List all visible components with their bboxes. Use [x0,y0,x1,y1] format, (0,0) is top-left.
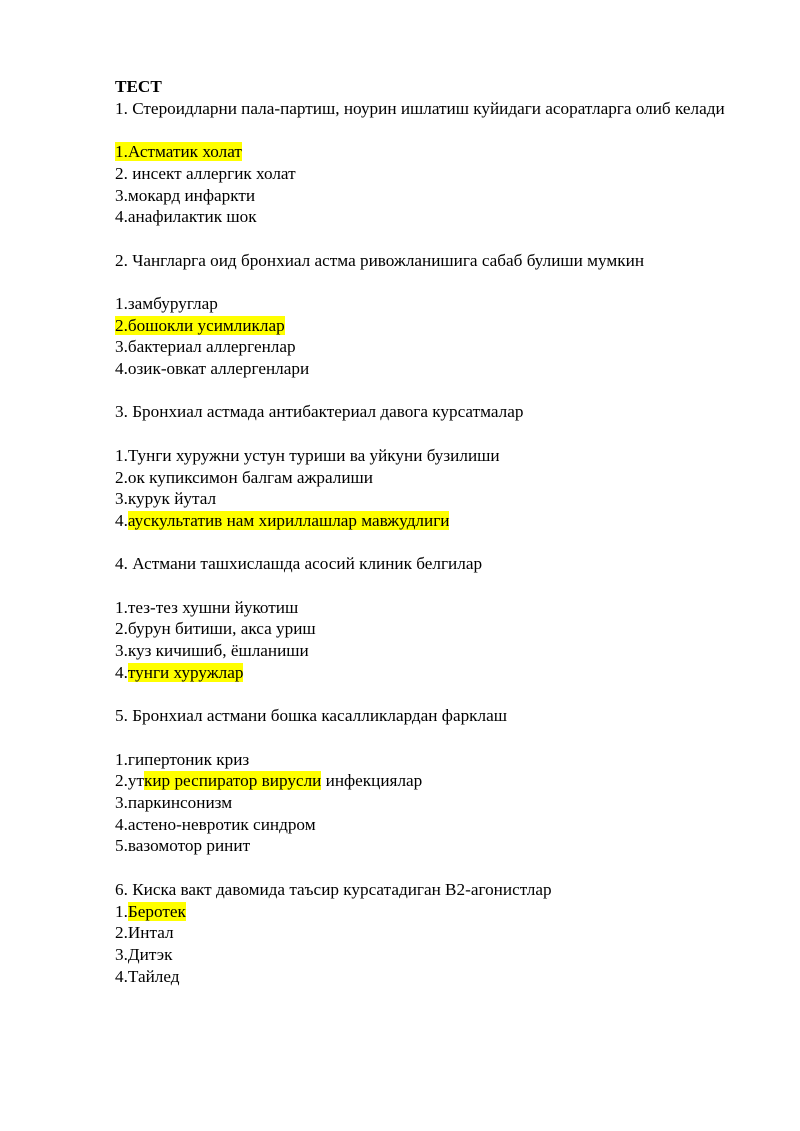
option-text: 3.Дитэк [115,944,173,964]
option-item [115,206,755,228]
option-text: 4.озик-овкат аллергенлари [115,359,310,379]
option-item [115,662,755,684]
spacer [115,532,755,554]
question-2 [115,250,755,380]
option-text: 4.анафилактик шок [115,207,257,227]
question-text: 1. Стероидларни пала-партиш, ноурин ишлатиш куйидаги асоратларга олиб келади [115,98,725,118]
option-item [115,901,755,923]
question-3 [115,401,755,531]
highlighted-answer: кир респиратор вирусли [144,771,322,791]
question-6 [115,879,755,988]
option-text: 2.ут [115,771,144,791]
highlighted-answer: 1.Астматик холат [115,142,242,162]
spacer [115,423,755,445]
option-list [115,141,755,228]
option-item [115,835,755,857]
option-list [115,749,755,858]
option-item [115,163,755,185]
option-list [115,293,755,380]
option-item [115,510,755,532]
spacer [115,271,755,293]
option-text: 4. [115,662,128,682]
option-item [115,315,755,337]
option-item [115,792,755,814]
option-text: 4. [115,510,128,530]
question-5 [115,705,755,857]
option-item [115,770,755,792]
option-text: 1. [115,901,128,921]
option-item [115,185,755,207]
option-text: 1.гипертоник криз [115,749,250,769]
option-item [115,445,755,467]
option-text: 3.паркинсонизм [115,793,233,813]
highlighted-answer: Беротек [127,901,186,921]
option-text: 1.замбуруглар [115,293,218,313]
spacer [115,684,755,706]
option-text: 1.Тунги хуружни устун туриши ва уйкуни бузилиши [115,445,500,465]
option-item [115,597,755,619]
option-item [115,640,755,662]
option-text: 4.Тайлед [115,966,180,986]
option-item [115,336,755,358]
option-text: 5.вазомотор ринит [115,836,251,856]
question-text: 4. Астмани ташхислашда асосий клиник белгилар [115,554,483,574]
option-text: 3.мокард инфаркти [115,185,256,205]
option-text: 3.бактериал аллергенлар [115,337,296,357]
option-item [115,467,755,489]
option-item [115,922,755,944]
highlighted-answer: аускультатив нам хириллашлар мавжудлиги [127,510,450,530]
option-item [115,141,755,163]
option-text: 3.куз кичишиб, ёшланиши [115,641,309,661]
question-text: 3. Бронхиал астмада антибактериал давога курсатмалар [115,402,524,422]
question-text: 6. Киска вакт давомида таъсир курсатадиган В2-агонистлар [115,879,552,899]
option-list [115,445,755,532]
question-text: 2. Чангларга оид бронхиал астма ривожланишига сабаб булиши мумкин [115,250,645,270]
option-item [115,488,755,510]
option-text: 2.бурун битиши, акса уриш [115,619,316,639]
spacer [115,575,755,597]
option-list [115,901,755,988]
highlighted-answer: тунги хуружлар [127,662,244,682]
option-text-after: инфекциялар [321,771,423,791]
option-item [115,749,755,771]
option-item [115,944,755,966]
option-list [115,597,755,684]
highlighted-answer: 2.бошокли усимликлар [115,315,285,335]
option-text: 2.ок купиксимон балгам ажралиши [115,467,373,487]
option-item [115,618,755,640]
spacer [115,727,755,749]
question-1 [115,98,755,228]
option-text: 2. инсект аллергик холат [115,163,296,183]
option-text: 1.тез-тез хушни йукотиш [115,597,299,617]
option-item [115,814,755,836]
spacer [115,228,755,250]
question-text: 5. Бронхиал астмани бошка касалликлардан фарклаш [115,706,507,726]
option-text: 2.Интал [115,923,174,943]
spacer [115,119,755,141]
option-item [115,358,755,380]
document-page [115,76,755,987]
question-4 [115,553,755,683]
spacer [115,857,755,879]
option-item [115,293,755,315]
option-item [115,966,755,988]
option-text: 4.астено-невротик синдром [115,814,316,834]
option-text: 3.курук йутал [115,489,217,509]
spacer [115,380,755,402]
document-title: ТЕСТ [115,77,162,96]
